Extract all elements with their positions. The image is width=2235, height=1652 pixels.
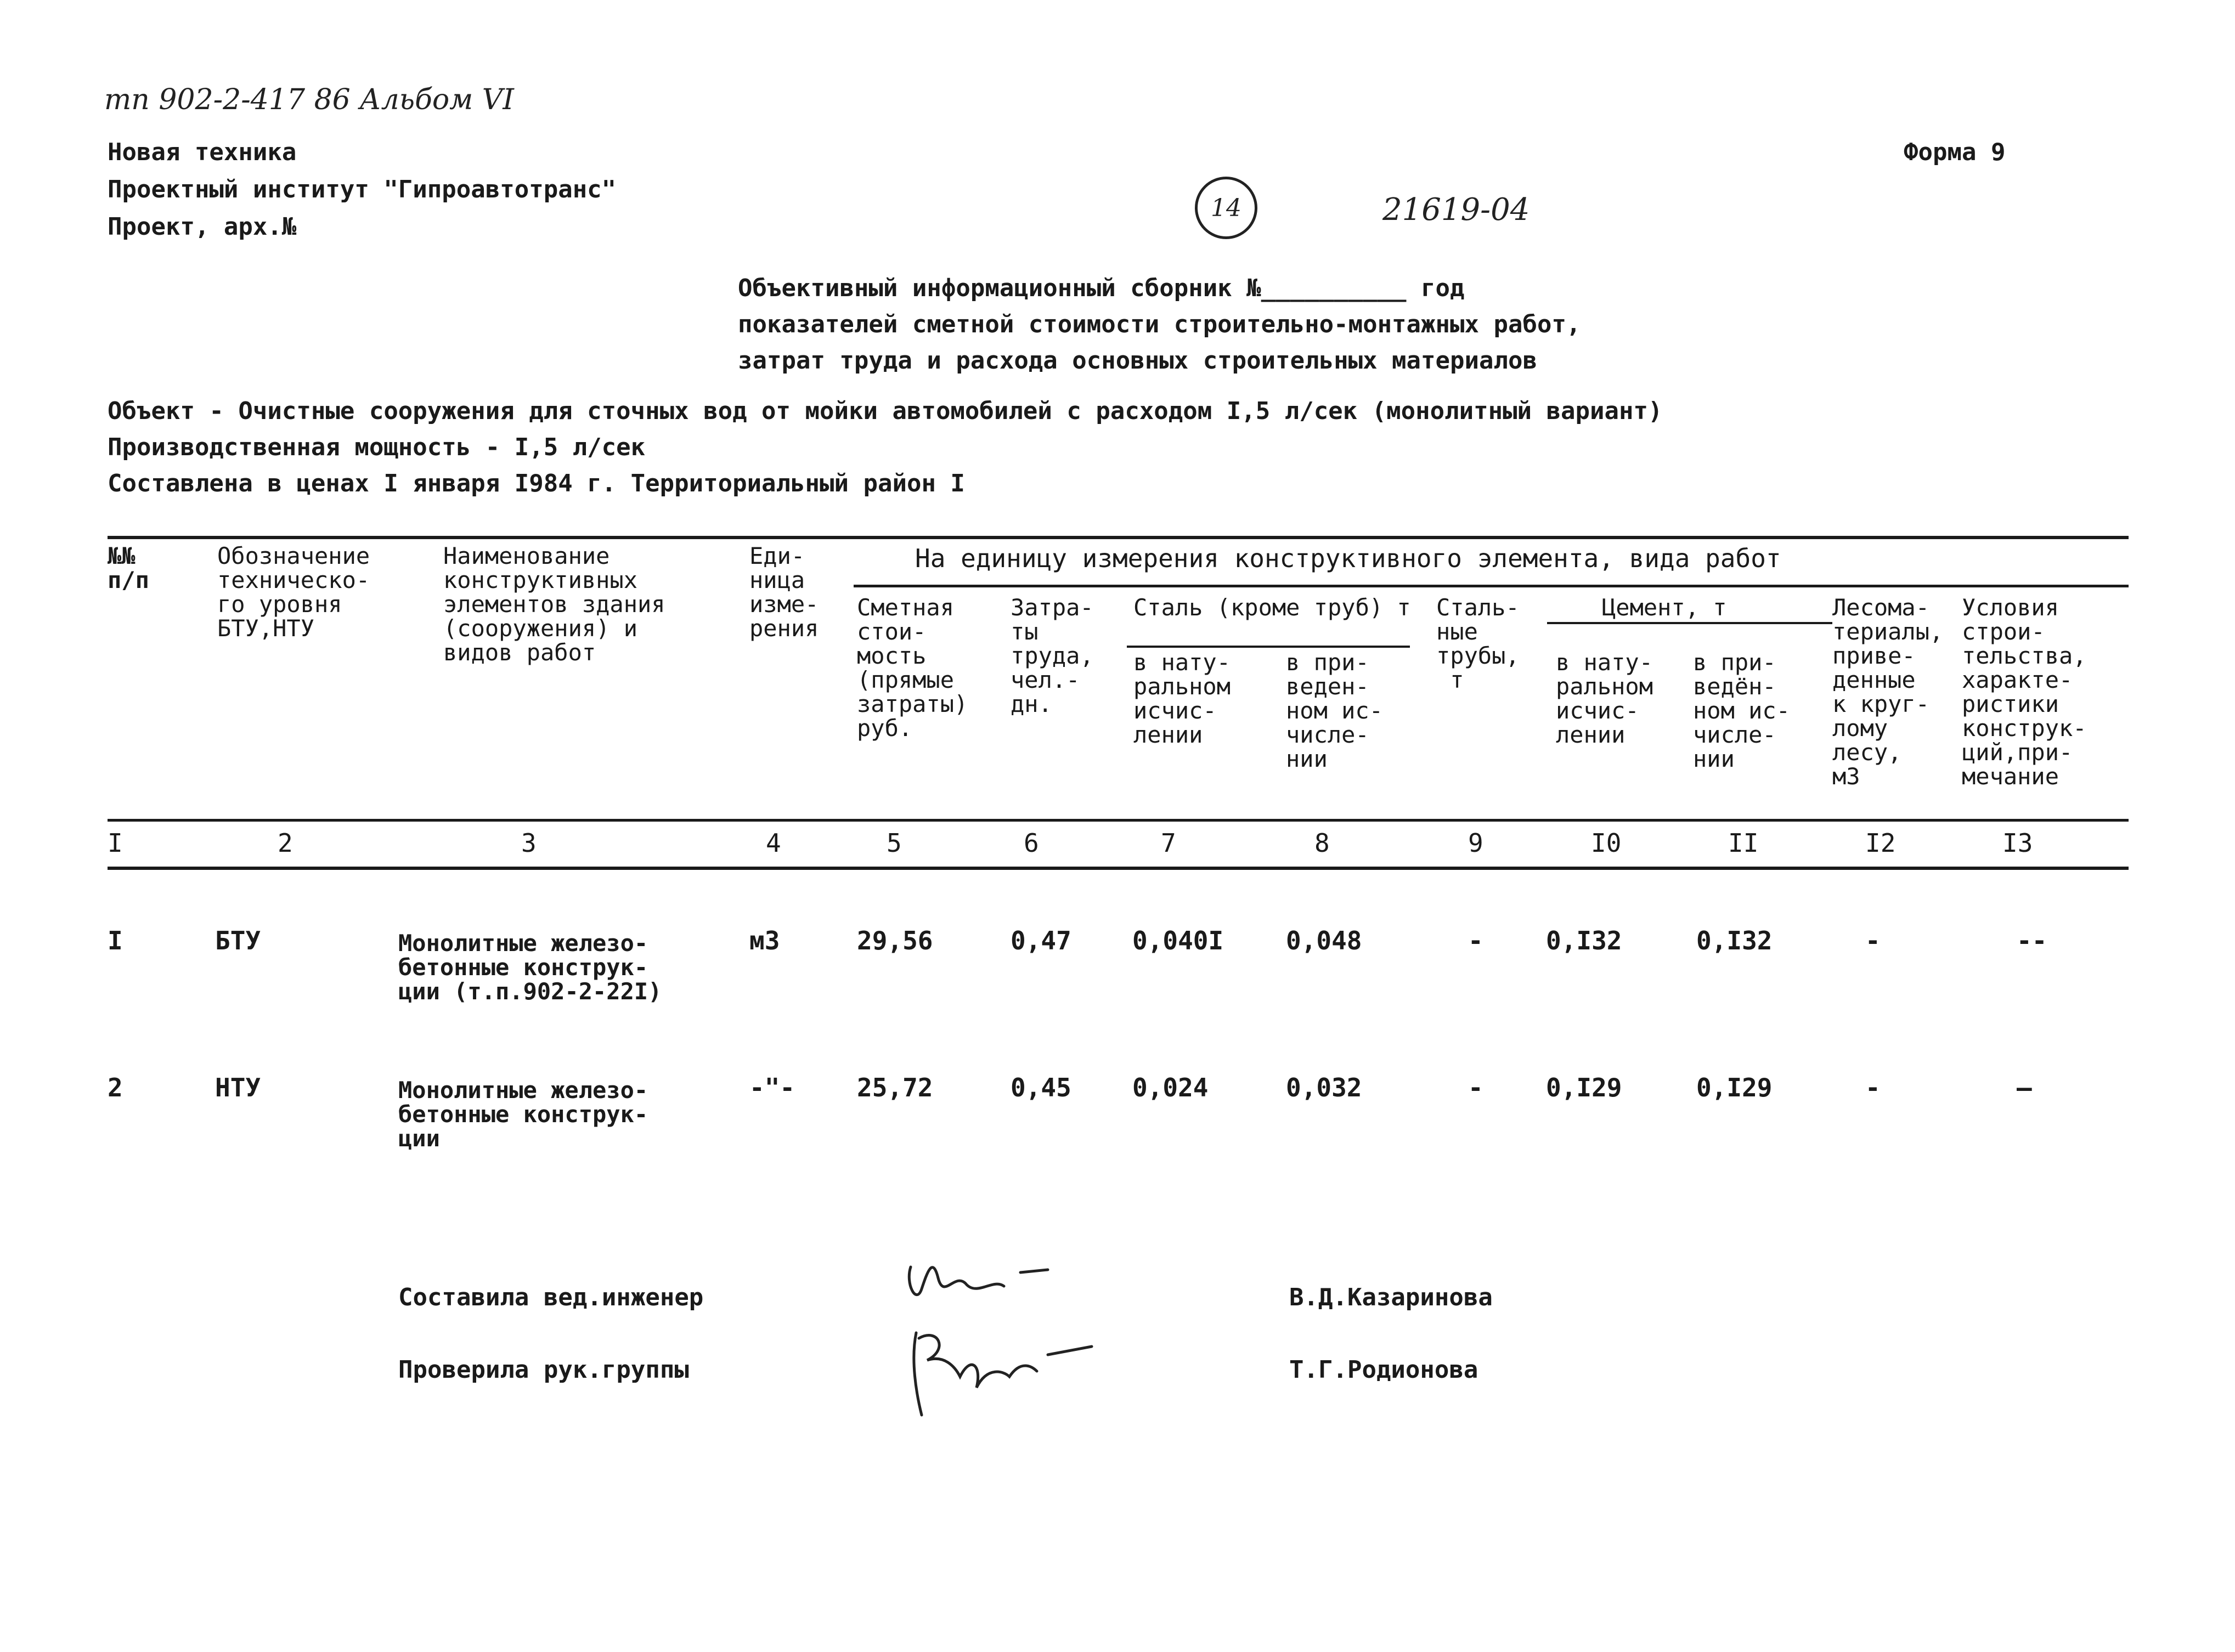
steel-reduced: 0,048 [1286,926,1362,955]
column-number: I [108,828,123,858]
prices-line: Составлена в ценах I января I984 г. Территориальный район I [108,469,965,497]
technical-level: НТУ [215,1073,261,1102]
column-number: 4 [766,828,781,858]
org-line-2: Проектный институт "Гипроавтотранс" [108,176,617,203]
table-top-rule [108,536,2129,539]
header-col-9: Сталь- ные трубы, т [1436,594,1520,693]
labor-cost: 0,47 [1011,926,1071,955]
compiled-by-label: Составила вед.инженер [398,1283,704,1311]
group-header-rule [854,585,2129,587]
capacity-line: Производственная мощность - I,5 л/сек [108,433,646,461]
column-number: I0 [1591,828,1622,858]
cement-reduced: 0,I32 [1696,926,1773,955]
estimated-cost: 25,72 [857,1073,933,1102]
column-number: 2 [278,828,293,858]
notes: — [2017,1073,2032,1102]
column-number: 7 [1161,828,1176,858]
steel-pipes: - [1468,1073,1483,1102]
header-col-3: Наименование конструктивных элементов здания (сооружения) и видов работ [443,542,665,666]
estimated-cost: 29,56 [857,926,933,955]
row-number: I [108,926,123,955]
collection-title-line-2: показателей сметной стоимости строительно-монтажных работ, [738,310,1581,338]
archive-code: 21619-04 [1382,192,1530,228]
form-label: Форма 9 [1904,138,2006,166]
header-col-10: в нату- ральном исчис- лении [1556,649,1653,748]
notes: -- [2017,926,2047,955]
header-col-13: Условия строи- тельства, характе- ристики конструк- ций,при- мечание [1962,594,2087,790]
column-number: 8 [1314,828,1330,858]
header-col-12: Лесома- териалы, приве- денные к круг- лому лесу, м3 [1832,594,1944,790]
column-number: 6 [1024,828,1039,858]
timber: - [1865,926,1881,955]
header-col-4: Еди- ница изме- рения [749,542,819,642]
steel-reduced: 0,032 [1286,1073,1362,1102]
header-col-8: в при- веден- ном ис- числе- нии [1286,649,1384,772]
unit: м3 [749,926,780,955]
group-header: На единицу измерения конструктивного элемента, вида работ [915,544,1781,573]
signature-checked [900,1316,1108,1426]
steel-group-rule [1127,646,1410,648]
collection-title-line-3: затрат труда и расхода основных строительных материалов [738,347,1537,375]
element-name: Монолитные железо- бетонные конструк- ции (т.п.902-2-22I) [398,930,662,1005]
header-col-2: Обозначение техническо- го уровня БТУ,НТУ [217,542,370,642]
steel-natural: 0,024 [1132,1073,1209,1102]
org-line-1: Новая техника [108,138,297,166]
signature-compiled [900,1245,1108,1322]
element-name: Монолитные железо- бетонные конструк- ции [398,1077,648,1152]
header-bottom-rule [108,819,2129,822]
column-number: II [1728,828,1759,858]
row-number: 2 [108,1073,123,1102]
checked-by-name: Т.Г.Родионова [1289,1356,1478,1384]
unit: -"- [749,1073,795,1102]
timber: - [1865,1073,1881,1102]
header-col-11: в при- ведён- ном ис- числе- нии [1693,649,1791,772]
cement-group-header: Цемент, т [1602,594,1727,621]
column-number: I3 [2002,828,2033,858]
steel-group-header: Сталь (кроме труб) т [1133,594,1411,621]
steel-pipes: - [1468,926,1483,955]
steel-natural: 0,040I [1132,926,1224,955]
document-reference: тп 902-2-417 86 Альбом VI [104,83,514,116]
cement-natural: 0,I29 [1546,1073,1622,1102]
checked-by-label: Проверила рук.группы [398,1356,689,1384]
header-col-7: в нату- ральном исчис- лении [1133,649,1231,748]
technical-level: БТУ [215,926,261,955]
cement-natural: 0,I32 [1546,926,1622,955]
labor-cost: 0,45 [1011,1073,1071,1102]
cement-reduced: 0,I29 [1696,1073,1773,1102]
collection-title-line-1: Объективный информационный сборник №__________ год [738,274,1465,302]
column-number: 3 [521,828,537,858]
header-col-5: Сметная стои- мость (прямые затраты) руб. [857,594,968,742]
compiled-by-name: В.Д.Казаринова [1289,1283,1493,1311]
column-numbers-rule [108,867,2129,870]
object-line: Объект - Очистные сооружения для сточных вод от мойки автомобилей с расходом I,5 л/сек (монолитный вариант) [108,397,1663,425]
page-number: 14 [1211,194,1241,222]
page-number-stamp [1195,177,1257,239]
column-number: 9 [1468,828,1483,858]
column-number: I2 [1865,828,1896,858]
cement-group-rule [1547,622,1832,624]
header-col-1: №№ п/п [108,542,149,593]
header-col-6: Затра- ты труда, чел.- дн. [1011,594,1094,717]
column-number: 5 [887,828,902,858]
org-line-3: Проект, арх.№ [108,213,297,241]
